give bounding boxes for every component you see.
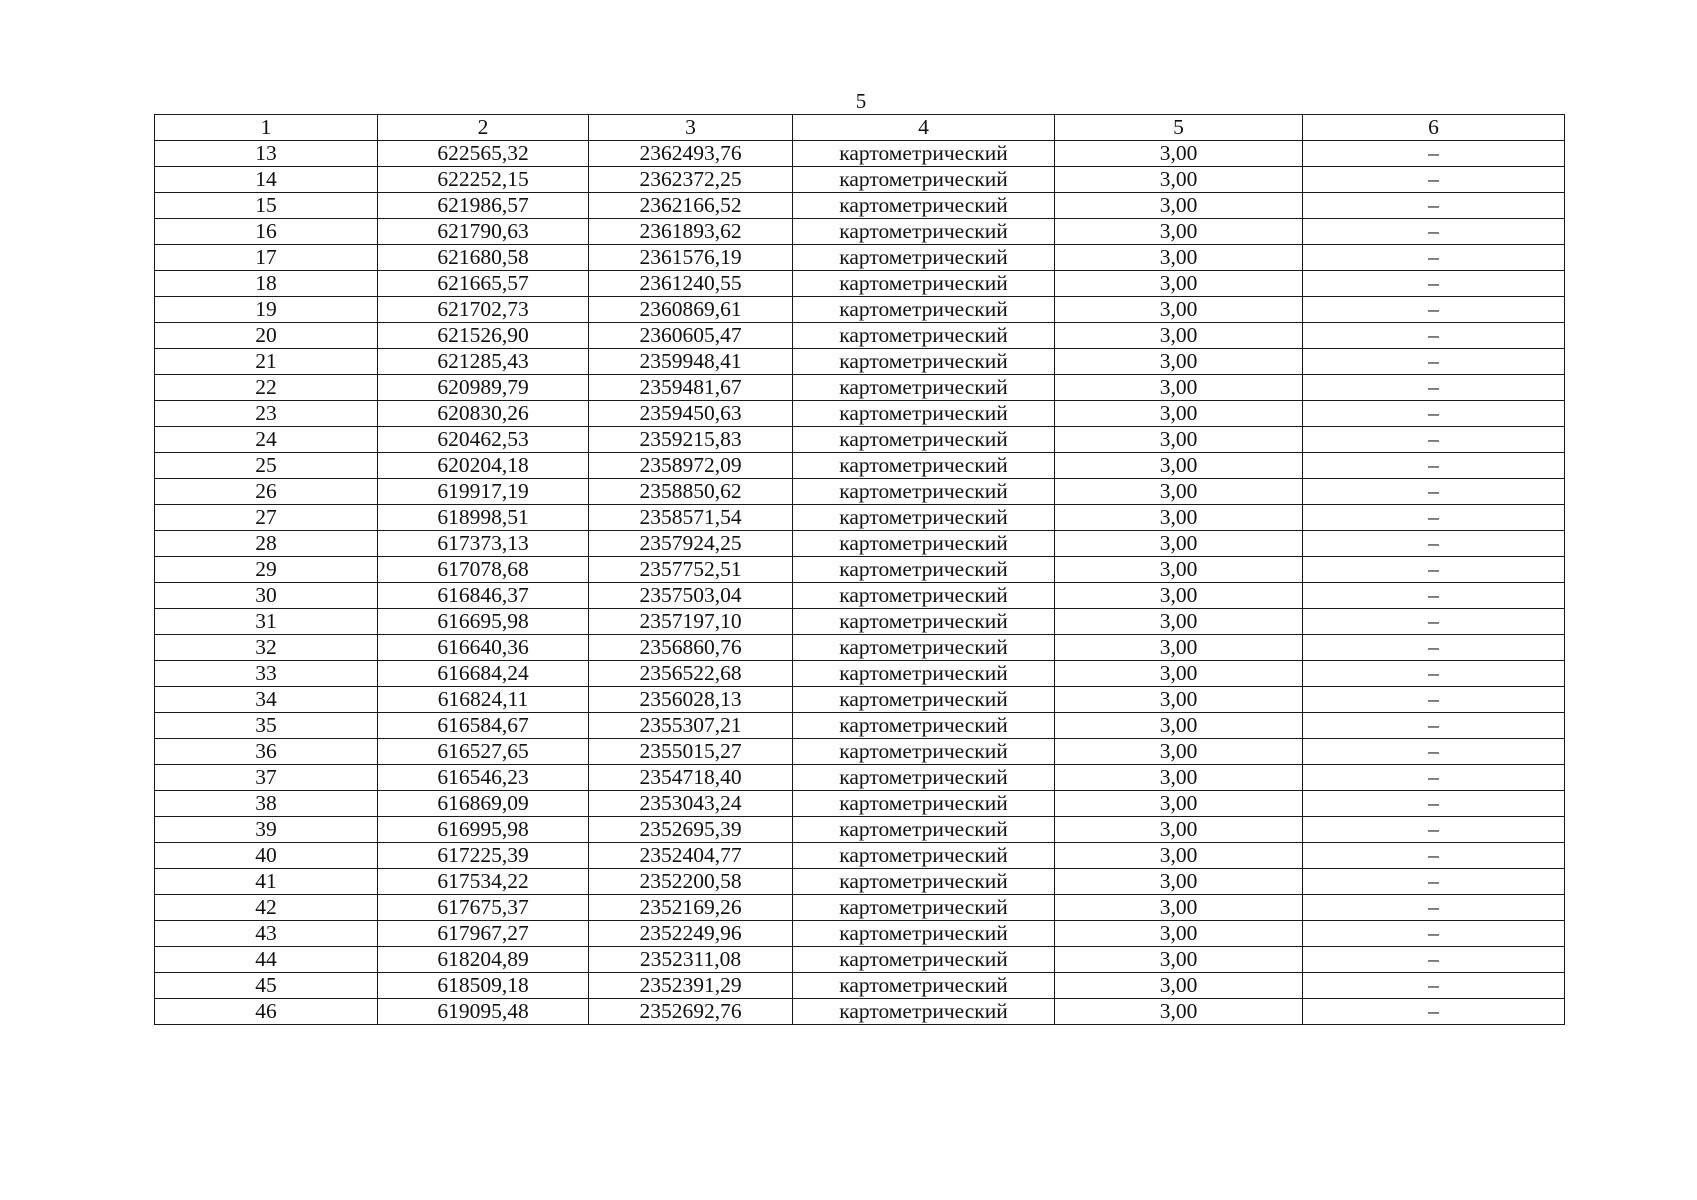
table-row [155, 869, 1565, 895]
accuracy-cell: 3,00 [1055, 141, 1303, 167]
y-coordinate-cell: 2358571,54 [589, 505, 793, 531]
y-coordinate-cell: 2355307,21 [589, 713, 793, 739]
description-cell: – [1303, 713, 1565, 739]
y-coordinate-cell: 2357197,10 [589, 609, 793, 635]
table-row [155, 505, 1565, 531]
x-coordinate-cell: 621702,73 [378, 297, 589, 323]
x-coordinate-cell: 621526,90 [378, 323, 589, 349]
description-cell: – [1303, 531, 1565, 557]
y-coordinate-cell: 2358850,62 [589, 479, 793, 505]
accuracy-cell: 3,00 [1055, 297, 1303, 323]
x-coordinate-cell: 618509,18 [378, 973, 589, 999]
table-row [155, 791, 1565, 817]
table-row [155, 895, 1565, 921]
x-coordinate-cell: 620989,79 [378, 375, 589, 401]
description-cell: – [1303, 843, 1565, 869]
table-row [155, 583, 1565, 609]
x-coordinate-cell: 617675,37 [378, 895, 589, 921]
table-row [155, 271, 1565, 297]
table-row [155, 323, 1565, 349]
x-coordinate-cell: 621790,63 [378, 219, 589, 245]
point-number-cell: 31 [155, 609, 378, 635]
y-coordinate-cell: 2352249,96 [589, 921, 793, 947]
accuracy-cell: 3,00 [1055, 271, 1303, 297]
point-number-cell: 36 [155, 739, 378, 765]
y-coordinate-cell: 2357924,25 [589, 531, 793, 557]
method-cell: картометрический [793, 843, 1055, 869]
x-coordinate-cell: 621285,43 [378, 349, 589, 375]
method-cell: картометрический [793, 817, 1055, 843]
description-cell: – [1303, 479, 1565, 505]
accuracy-cell: 3,00 [1055, 791, 1303, 817]
point-number-cell: 41 [155, 869, 378, 895]
description-cell: – [1303, 635, 1565, 661]
y-coordinate-cell: 2354718,40 [589, 765, 793, 791]
method-cell: картометрический [793, 895, 1055, 921]
description-cell: – [1303, 869, 1565, 895]
description-cell: – [1303, 999, 1565, 1025]
description-cell: – [1303, 609, 1565, 635]
description-cell: – [1303, 947, 1565, 973]
description-cell: – [1303, 427, 1565, 453]
description-cell: – [1303, 505, 1565, 531]
point-number-cell: 42 [155, 895, 378, 921]
table-row [155, 401, 1565, 427]
table-row [155, 635, 1565, 661]
accuracy-cell: 3,00 [1055, 193, 1303, 219]
point-number-cell: 17 [155, 245, 378, 271]
x-coordinate-cell: 620462,53 [378, 427, 589, 453]
header-cell-col3: 3 [589, 115, 793, 141]
description-cell: – [1303, 687, 1565, 713]
method-cell: картометрический [793, 531, 1055, 557]
y-coordinate-cell: 2356028,13 [589, 687, 793, 713]
table-row [155, 167, 1565, 193]
x-coordinate-cell: 618204,89 [378, 947, 589, 973]
point-number-cell: 15 [155, 193, 378, 219]
accuracy-cell: 3,00 [1055, 921, 1303, 947]
y-coordinate-cell: 2352169,26 [589, 895, 793, 921]
x-coordinate-cell: 619917,19 [378, 479, 589, 505]
coordinates-table [154, 114, 1565, 1025]
accuracy-cell: 3,00 [1055, 973, 1303, 999]
accuracy-cell: 3,00 [1055, 687, 1303, 713]
table-row [155, 999, 1565, 1025]
point-number-cell: 43 [155, 921, 378, 947]
point-number-cell: 20 [155, 323, 378, 349]
y-coordinate-cell: 2362493,76 [589, 141, 793, 167]
point-number-cell: 38 [155, 791, 378, 817]
method-cell: картометрический [793, 219, 1055, 245]
x-coordinate-cell: 616640,36 [378, 635, 589, 661]
header-cell-col5: 5 [1055, 115, 1303, 141]
x-coordinate-cell: 617373,13 [378, 531, 589, 557]
point-number-cell: 26 [155, 479, 378, 505]
page-number: 5 [855, 89, 867, 113]
header-cell-col2: 2 [378, 115, 589, 141]
table-row [155, 427, 1565, 453]
x-coordinate-cell: 622252,15 [378, 167, 589, 193]
description-cell: – [1303, 739, 1565, 765]
accuracy-cell: 3,00 [1055, 349, 1303, 375]
x-coordinate-cell: 622565,32 [378, 141, 589, 167]
table-row [155, 765, 1565, 791]
method-cell: картометрический [793, 479, 1055, 505]
point-number-cell: 46 [155, 999, 378, 1025]
point-number-cell: 19 [155, 297, 378, 323]
table-row [155, 739, 1565, 765]
point-number-cell: 13 [155, 141, 378, 167]
point-number-cell: 35 [155, 713, 378, 739]
y-coordinate-cell: 2355015,27 [589, 739, 793, 765]
accuracy-cell: 3,00 [1055, 817, 1303, 843]
table-row [155, 297, 1565, 323]
x-coordinate-cell: 620830,26 [378, 401, 589, 427]
table-row [155, 141, 1565, 167]
accuracy-cell: 3,00 [1055, 947, 1303, 973]
accuracy-cell: 3,00 [1055, 609, 1303, 635]
accuracy-cell: 3,00 [1055, 323, 1303, 349]
y-coordinate-cell: 2352692,76 [589, 999, 793, 1025]
x-coordinate-cell: 621680,58 [378, 245, 589, 271]
description-cell: – [1303, 401, 1565, 427]
method-cell: картометрический [793, 271, 1055, 297]
accuracy-cell: 3,00 [1055, 453, 1303, 479]
method-cell: картометрический [793, 661, 1055, 687]
x-coordinate-cell: 617225,39 [378, 843, 589, 869]
accuracy-cell: 3,00 [1055, 505, 1303, 531]
method-cell: картометрический [793, 973, 1055, 999]
method-cell: картометрический [793, 349, 1055, 375]
point-number-cell: 30 [155, 583, 378, 609]
x-coordinate-cell: 619095,48 [378, 999, 589, 1025]
accuracy-cell: 3,00 [1055, 479, 1303, 505]
table-row [155, 661, 1565, 687]
y-coordinate-cell: 2352200,58 [589, 869, 793, 895]
table-row [155, 531, 1565, 557]
y-coordinate-cell: 2359215,83 [589, 427, 793, 453]
point-number-cell: 27 [155, 505, 378, 531]
method-cell: картометрический [793, 713, 1055, 739]
description-cell: – [1303, 583, 1565, 609]
method-cell: картометрический [793, 141, 1055, 167]
y-coordinate-cell: 2360605,47 [589, 323, 793, 349]
point-number-cell: 39 [155, 817, 378, 843]
table-row [155, 843, 1565, 869]
y-coordinate-cell: 2352311,08 [589, 947, 793, 973]
description-cell: – [1303, 453, 1565, 479]
accuracy-cell: 3,00 [1055, 583, 1303, 609]
y-coordinate-cell: 2361893,62 [589, 219, 793, 245]
y-coordinate-cell: 2359948,41 [589, 349, 793, 375]
accuracy-cell: 3,00 [1055, 895, 1303, 921]
table-row [155, 947, 1565, 973]
table-header-row [155, 115, 1565, 141]
method-cell: картометрический [793, 297, 1055, 323]
table-row [155, 687, 1565, 713]
description-cell: – [1303, 245, 1565, 271]
y-coordinate-cell: 2359450,63 [589, 401, 793, 427]
method-cell: картометрический [793, 609, 1055, 635]
point-number-cell: 34 [155, 687, 378, 713]
y-coordinate-cell: 2361576,19 [589, 245, 793, 271]
method-cell: картометрический [793, 635, 1055, 661]
method-cell: картометрический [793, 739, 1055, 765]
description-cell: – [1303, 765, 1565, 791]
table-row [155, 375, 1565, 401]
accuracy-cell: 3,00 [1055, 661, 1303, 687]
method-cell: картометрический [793, 557, 1055, 583]
point-number-cell: 24 [155, 427, 378, 453]
y-coordinate-cell: 2361240,55 [589, 271, 793, 297]
description-cell: – [1303, 297, 1565, 323]
accuracy-cell: 3,00 [1055, 843, 1303, 869]
x-coordinate-cell: 620204,18 [378, 453, 589, 479]
x-coordinate-cell: 621986,57 [378, 193, 589, 219]
description-cell: – [1303, 141, 1565, 167]
description-cell: – [1303, 219, 1565, 245]
method-cell: картометрический [793, 505, 1055, 531]
y-coordinate-cell: 2357503,04 [589, 583, 793, 609]
table-row [155, 817, 1565, 843]
accuracy-cell: 3,00 [1055, 765, 1303, 791]
accuracy-cell: 3,00 [1055, 167, 1303, 193]
y-coordinate-cell: 2360869,61 [589, 297, 793, 323]
x-coordinate-cell: 616869,09 [378, 791, 589, 817]
accuracy-cell: 3,00 [1055, 245, 1303, 271]
method-cell: картометрический [793, 687, 1055, 713]
point-number-cell: 28 [155, 531, 378, 557]
x-coordinate-cell: 617967,27 [378, 921, 589, 947]
y-coordinate-cell: 2358972,09 [589, 453, 793, 479]
accuracy-cell: 3,00 [1055, 531, 1303, 557]
description-cell: – [1303, 323, 1565, 349]
header-cell-col6: 6 [1303, 115, 1565, 141]
table-row [155, 479, 1565, 505]
method-cell: картометрический [793, 245, 1055, 271]
description-cell: – [1303, 193, 1565, 219]
table-row [155, 921, 1565, 947]
point-number-cell: 23 [155, 401, 378, 427]
x-coordinate-cell: 616824,11 [378, 687, 589, 713]
y-coordinate-cell: 2356860,76 [589, 635, 793, 661]
y-coordinate-cell: 2352404,77 [589, 843, 793, 869]
x-coordinate-cell: 616846,37 [378, 583, 589, 609]
method-cell: картометрический [793, 583, 1055, 609]
point-number-cell: 29 [155, 557, 378, 583]
method-cell: картометрический [793, 193, 1055, 219]
accuracy-cell: 3,00 [1055, 219, 1303, 245]
y-coordinate-cell: 2353043,24 [589, 791, 793, 817]
point-number-cell: 32 [155, 635, 378, 661]
y-coordinate-cell: 2352695,39 [589, 817, 793, 843]
method-cell: картометрический [793, 453, 1055, 479]
header-cell-col1: 1 [155, 115, 378, 141]
x-coordinate-cell: 621665,57 [378, 271, 589, 297]
point-number-cell: 33 [155, 661, 378, 687]
x-coordinate-cell: 616695,98 [378, 609, 589, 635]
point-number-cell: 14 [155, 167, 378, 193]
method-cell: картометрический [793, 869, 1055, 895]
point-number-cell: 22 [155, 375, 378, 401]
method-cell: картометрический [793, 323, 1055, 349]
description-cell: – [1303, 791, 1565, 817]
point-number-cell: 40 [155, 843, 378, 869]
table-row [155, 453, 1565, 479]
y-coordinate-cell: 2362166,52 [589, 193, 793, 219]
point-number-cell: 25 [155, 453, 378, 479]
x-coordinate-cell: 616546,23 [378, 765, 589, 791]
y-coordinate-cell: 2352391,29 [589, 973, 793, 999]
accuracy-cell: 3,00 [1055, 739, 1303, 765]
description-cell: – [1303, 973, 1565, 999]
accuracy-cell: 3,00 [1055, 869, 1303, 895]
x-coordinate-cell: 617078,68 [378, 557, 589, 583]
table-row [155, 973, 1565, 999]
point-number-cell: 45 [155, 973, 378, 999]
method-cell: картометрический [793, 375, 1055, 401]
description-cell: – [1303, 349, 1565, 375]
description-cell: – [1303, 817, 1565, 843]
description-cell: – [1303, 375, 1565, 401]
x-coordinate-cell: 616995,98 [378, 817, 589, 843]
x-coordinate-cell: 617534,22 [378, 869, 589, 895]
description-cell: – [1303, 921, 1565, 947]
method-cell: картометрический [793, 999, 1055, 1025]
y-coordinate-cell: 2362372,25 [589, 167, 793, 193]
accuracy-cell: 3,00 [1055, 557, 1303, 583]
y-coordinate-cell: 2359481,67 [589, 375, 793, 401]
accuracy-cell: 3,00 [1055, 427, 1303, 453]
x-coordinate-cell: 616584,67 [378, 713, 589, 739]
method-cell: картометрический [793, 427, 1055, 453]
table-row [155, 713, 1565, 739]
x-coordinate-cell: 618998,51 [378, 505, 589, 531]
method-cell: картометрический [793, 167, 1055, 193]
y-coordinate-cell: 2356522,68 [589, 661, 793, 687]
point-number-cell: 44 [155, 947, 378, 973]
accuracy-cell: 3,00 [1055, 999, 1303, 1025]
table-row [155, 609, 1565, 635]
point-number-cell: 37 [155, 765, 378, 791]
table-row [155, 245, 1565, 271]
accuracy-cell: 3,00 [1055, 713, 1303, 739]
header-cell-col4: 4 [793, 115, 1055, 141]
x-coordinate-cell: 616527,65 [378, 739, 589, 765]
method-cell: картометрический [793, 765, 1055, 791]
method-cell: картометрический [793, 791, 1055, 817]
method-cell: картометрический [793, 947, 1055, 973]
description-cell: – [1303, 895, 1565, 921]
table-row [155, 557, 1565, 583]
accuracy-cell: 3,00 [1055, 635, 1303, 661]
description-cell: – [1303, 557, 1565, 583]
table-body [155, 115, 1565, 1025]
description-cell: – [1303, 661, 1565, 687]
point-number-cell: 21 [155, 349, 378, 375]
method-cell: картометрический [793, 401, 1055, 427]
point-number-cell: 16 [155, 219, 378, 245]
table-row [155, 219, 1565, 245]
method-cell: картометрический [793, 921, 1055, 947]
description-cell: – [1303, 167, 1565, 193]
accuracy-cell: 3,00 [1055, 401, 1303, 427]
accuracy-cell: 3,00 [1055, 375, 1303, 401]
point-number-cell: 18 [155, 271, 378, 297]
table-row [155, 193, 1565, 219]
y-coordinate-cell: 2357752,51 [589, 557, 793, 583]
x-coordinate-cell: 616684,24 [378, 661, 589, 687]
description-cell: – [1303, 271, 1565, 297]
table-row [155, 349, 1565, 375]
